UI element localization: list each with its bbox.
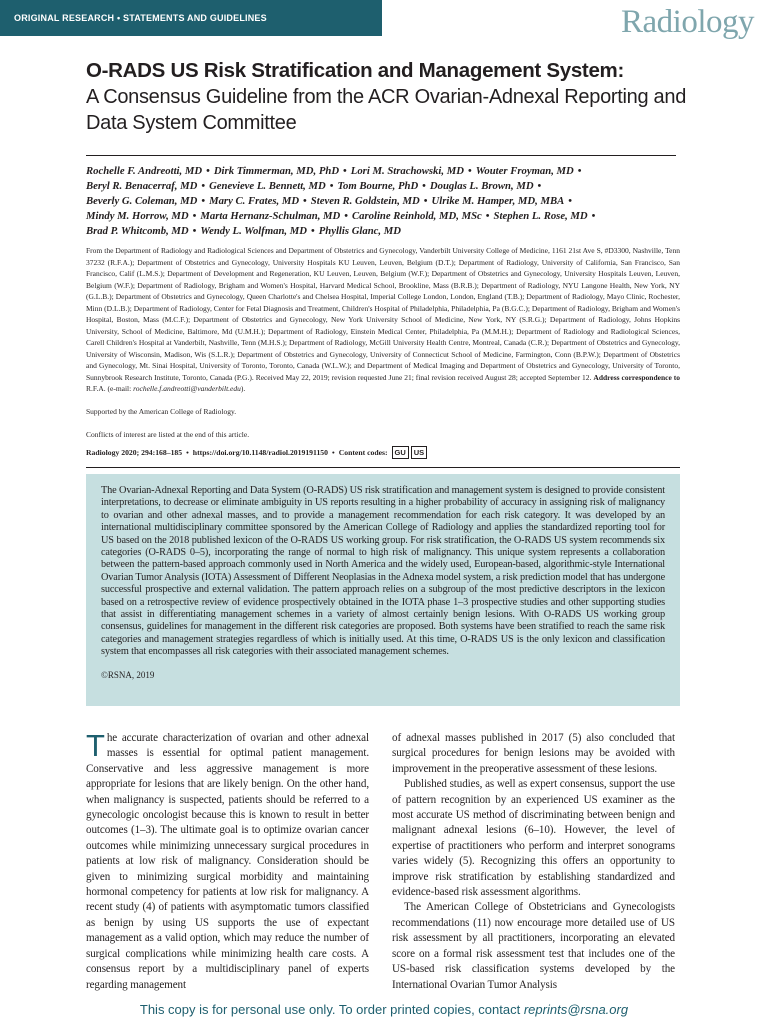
author-name: Caroline Reinhold, MD, MSc xyxy=(352,210,482,222)
author-line xyxy=(86,179,686,194)
body-paragraph-text: he accurate characterization of ovarian and other adnexal masses is essential for optimal patient management. Conservative and less aggressive management is more appropriate for lesions that are likely benign. On the other hand, when malignancy is suspected, patients should be referred to a gynecologic oncologist because this is known to result in better outcomes (1–3). The ultimate goal is to optimize ovarian cancer outcomes while minimizing unnecessary surgical procedures in patients at low risk of malignancy. Consideration should be given to minimizing surgical morbidity and maintaining hormonal competency for patients at low risk for malignancy. A recent study (4) of patients with asymptomatic tumors classified as benign by using US supports the use of expectant management as a valid option, which may reduce the number of surgical complications while minimizing health care costs. A consensus report by a multidisciplinary panel of experts regarding management xyxy=(86,732,369,991)
doi-link[interactable]: https://doi.org/10.1148/radiol.2019191150 xyxy=(192,448,328,457)
author-line xyxy=(86,194,686,209)
author-name: Beryl R. Benacerraf, MD xyxy=(86,180,198,192)
correspondence-name: R.F.A. (e-mail: xyxy=(86,384,132,393)
section-label: ORIGINAL RESEARCH • STATEMENTS AND GUIDELINES xyxy=(0,0,382,36)
author-name: Tom Bourne, PhD xyxy=(337,180,419,192)
author-name: Brad P. Whitcomb, MD xyxy=(86,225,189,237)
author-name: Douglas L. Brown, MD xyxy=(429,180,534,192)
body-column-left xyxy=(86,728,369,993)
author-name: Wendy L. Wolfman, MD xyxy=(200,225,307,237)
abstract-box xyxy=(86,474,680,706)
author-name: Genevieve L. Bennett, MD xyxy=(209,180,326,192)
author-separator: • xyxy=(485,210,490,222)
footer-notice-text: This copy is for personal use only. To order printed copies, contact xyxy=(139,1002,521,1017)
affiliations xyxy=(86,245,680,395)
author-list xyxy=(86,164,686,239)
body-paragraph xyxy=(86,728,369,993)
content-codes-label: Content codes: xyxy=(338,448,388,457)
author-separator: • xyxy=(423,195,428,207)
funding-statement: Supported by the American College of Radiology. xyxy=(86,407,237,416)
author-separator: • xyxy=(591,210,596,222)
author-name: Beverly G. Coleman, MD xyxy=(86,195,198,207)
body-paragraph: Published studies, as well as expert consensus, support the use of pattern recognition by an experienced US examiner as the most accurate US method of discriminating between benign and malignant adnexal lesions (6–10). However, the level of expertise of practitioners who perform and interpret sonograms varies widely (5). Recognizing this offers an opportunity to improve risk stratification by establishing standardized and evidence-based risk assessment algorithms. xyxy=(392,778,675,899)
author-name: Phyllis Glanc, MD xyxy=(318,225,401,237)
content-code-gu: GU xyxy=(392,446,409,459)
author-separator: • xyxy=(303,195,307,207)
author-name: Rochelle F. Andreotti, MD xyxy=(86,165,203,177)
author-name: Ulrike M. Hamper, MD, MBA xyxy=(431,195,565,207)
author-name: Wouter Froyman, MD xyxy=(475,165,574,177)
author-separator: • xyxy=(467,165,472,177)
drop-cap: T xyxy=(86,728,105,763)
separator-dot: • xyxy=(186,448,189,457)
conflicts-statement: Conflicts of interest are listed at the end of this article. xyxy=(86,430,250,439)
author-name: Mary C. Frates, MD xyxy=(209,195,300,207)
author-name: Lori M. Strachowski, MD xyxy=(350,165,464,177)
article-title: O-RADS US Risk Stratification and Management System: xyxy=(86,59,625,82)
abstract-copyright: ©RSNA, 2019 xyxy=(101,669,155,680)
author-name: Marta Hernanz-Schulman, MD xyxy=(200,210,341,222)
abstract-text: The Ovarian-Adnexal Reporting and Data System (O-RADS) US risk stratification and management system is designed to provide consistent interpretations, to decrease or eliminate ambiguity in US reports resulting in a higher probability of accuracy in assigning risk of malignancy to ovarian and other adnexal masses, and to provide a management recommendation for each risk category. It was developed by an international multidisciplinary committee sponsored by the American College of Radiology and applies the standardized reporting tool for US based on the 2018 published lexicon of the O-RADS US working group. For risk stratification, the O-RADS US system recommends six categories (O-RADS 0–5), incorporating the range of normal to high risk of malignancy. This unique system represents a collaboration between the pattern-based approach commonly used in North America and the widely used, European-based, algorithmic-style International Ovarian Tumor Analysis (IOTA) Assessment of Different Neoplasias in the Adnexa model system, a risk prediction model that has undergone successful prospective and external validation. The pattern approach relies on a subgroup of the most predictive descriptors in the lexicon based on a retrospective review of evidence prospectively obtained in the IOTA phase 1–3 prospective studies and other supporting studies that assist in differentiating management schemes in a variety of almost certainly benign lesions. With O-RADS US working group consensus, guidelines for management in the different risk categories are proposed. Both systems have been stratified to reach the same risk categories and management strategies regardless of which is initially used. At this time, O-RADS US is the only lexicon and classification system that encompasses all risk categories with their associated management schemes. xyxy=(101,485,665,658)
author-separator: • xyxy=(329,180,334,192)
author-separator: • xyxy=(311,225,315,237)
journal-logo: Radiology xyxy=(621,4,754,40)
author-separator: • xyxy=(422,180,426,192)
citation: Radiology 2020; 294:168–185 xyxy=(86,448,183,457)
author-separator: • xyxy=(201,180,206,192)
author-separator: • xyxy=(192,210,197,222)
correspondence-email[interactable]: rochelle.f.andreotti@vanderbilt.edu xyxy=(133,384,241,393)
reprints-email-link[interactable]: reprints@rsna.org xyxy=(523,1002,629,1017)
correspondence-label: Address correspondence to xyxy=(593,372,681,382)
correspondence-end: ). xyxy=(240,384,246,393)
author-name: Mindy M. Horrow, MD xyxy=(86,210,189,222)
author-separator: • xyxy=(201,195,206,207)
author-name: Stephen L. Rose, MD xyxy=(493,210,588,222)
author-name: Steven R. Goldstein, MD xyxy=(310,195,420,207)
body-paragraph: The American College of Obstetricians and Gynecologists recommendations (11) now encourage more detailed use of US risk assessment by all practitioners, incorporating an elevated score on a formal risk assessment test that includes one of the US-based risk classification systems developed by the International Ovarian Tumor Analysis xyxy=(392,901,675,991)
body-column-right xyxy=(392,731,675,993)
separator-dot: • xyxy=(331,448,335,457)
citation-line xyxy=(86,446,680,460)
article-subtitle: A Consensus Guideline from the ACR Ovarian-Adnexal Reporting and Data System Committee xyxy=(86,86,687,134)
author-separator: • xyxy=(192,225,197,237)
author-name: Dirk Timmerman, MD, PhD xyxy=(213,165,340,177)
citation-divider xyxy=(86,467,680,468)
author-line xyxy=(86,209,686,224)
author-separator: • xyxy=(343,165,347,177)
footer-notice xyxy=(0,999,768,1024)
author-line xyxy=(86,224,686,239)
title-divider xyxy=(86,155,676,156)
content-code-us: US xyxy=(411,446,427,459)
author-separator: • xyxy=(206,165,210,177)
author-separator: • xyxy=(537,180,542,192)
author-separator: • xyxy=(568,195,572,207)
body-paragraph: of adnexal masses published in 2017 (5) also concluded that surgical procedures for benign lesions may be avoided with improvement in the preoperative assessment of these lesions. xyxy=(392,732,675,775)
affiliations-text: From the Department of Radiology and Radiological Sciences and Department of Obstetrics and Gynecology, Vanderbilt University College of Medicine, 1161 21st Ave S, #D3300, Nashville, Tenn 37232 (R.F.A.); Department of Obstetrics and Gynecology, University Hospitals KU Leuven, Leuven, Belgium (D.T.); Department of Radiology, University of California, San Francisco, San Francisco, Calif (L.M.S.); Department of Development and Regeneration, KU Leuven, Leuven, Belgium (W.F.); Department of Obstetrics and Gynecology, University Hospitals Leuven, Leuven, Belgium (W.F.); Department of Radiology, Brigham and Women's Hospital, Harvard Medical School, Brookline, Mass (B.R.B.); Department of Radiology, NYU Langone Health, New York, NY (G.L.B.); Department of Obstetrics and Gynecology, Queen Charlotte's and Chelsea Hospital, Imperial College London, London, England (T.B.); Department of Radiology, Mayo Clinic, Rochester, Minn (D.L.B.); Department of Radiology, Center for Fetal Diagnosis and Treatment, Children's Hospital of Philadelphia, Philadelphia, Pa (B.G.C.); Department of Radiology, Brigham and Women's Hospital, Boston, Mass (M.C.F.); Department of Obstetrics and Gynecology, New York University School of Medicine, New York, NY (S.R.G.); Department of Radiology, Johns Hopkins University, School of Medicine, Baltimore, Md (U.M.H.); Department of Radiology, Einstein Medical Center, Philadelphia, Pa (M.M.H.); Department of Radiology and Radiological Sciences, Carell Children's Hospital at Vanderbilt, Nashville, Tenn (M.H.S.); Department of Radiology, McGill University Health Centre, Montreal, Canada (C.R.); Department of Obstetrics and Gynecology, University of Wisconsin, Madison, Wis (S.L.R.); Department of Obstetrics and Gynecology, University of Connecticut School of Medicine, Farmington, Conn (B.P.W.); Department of Obstetrics and Gynecology, Mt. Sinai Hospital, University of Toronto, Toronto, Canada (W.L.W.); and Department of Medical Imaging and Department of Obstetrics and Gynecology, University of Toronto, Sunnybrook Research Institute, Toronto, Canada (P.G.). Received May 22, 2019; revision requested June 21; final revision received August 28; accepted September 12. xyxy=(86,246,680,382)
author-separator: • xyxy=(577,165,582,177)
author-line xyxy=(86,164,686,179)
author-separator: • xyxy=(344,210,349,222)
